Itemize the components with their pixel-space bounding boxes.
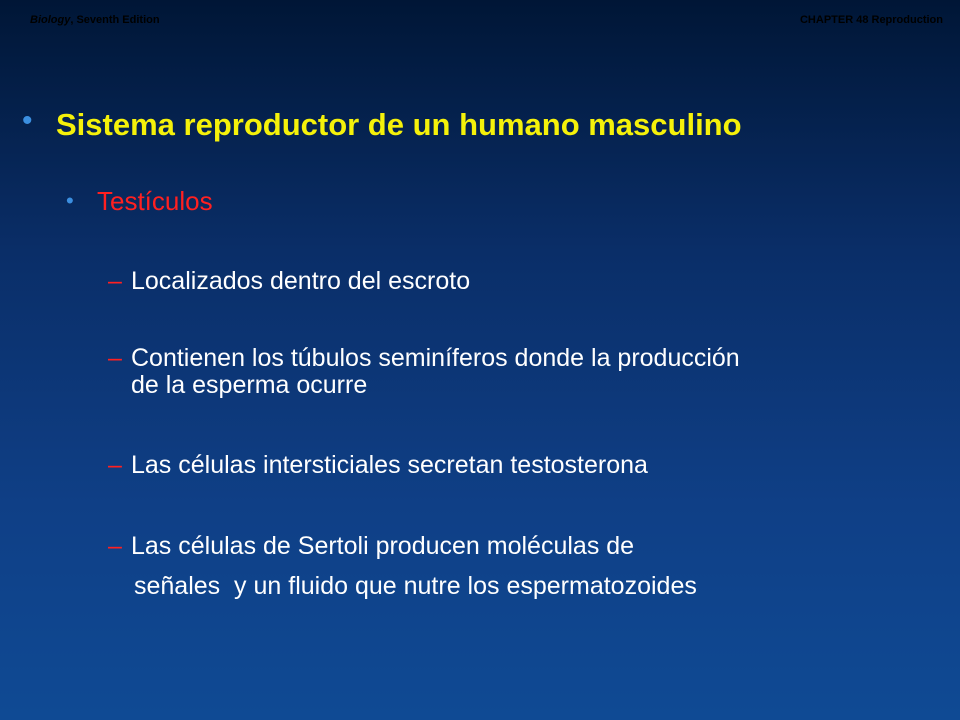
list-item xyxy=(108,450,928,480)
title-bullet-icon: • xyxy=(22,104,33,137)
list-item xyxy=(108,266,928,296)
list-item-text: Contienen los túbulos seminíferos donde la producción xyxy=(131,344,740,372)
book-title: Biology xyxy=(30,14,71,26)
list-item xyxy=(108,342,928,401)
slide-title: Sistema reproductor de un humano masculino xyxy=(56,107,742,142)
header-book-title xyxy=(30,14,160,26)
dash-bullet-icon: – xyxy=(108,344,122,372)
list-item-continuation: señales y un fluido que nutre los espermatozoides xyxy=(134,572,697,600)
list-item-text: Las células intersticiales secretan testosterona xyxy=(131,451,648,479)
dash-bullet-icon: – xyxy=(108,267,122,295)
list-item-continuation: de la esperma ocurre xyxy=(131,371,368,399)
subtitle-bullet-icon: • xyxy=(66,188,74,213)
header-chapter: CHAPTER 48 Reproduction xyxy=(799,14,943,26)
book-edition: , Seventh Edition xyxy=(70,14,160,26)
list-item xyxy=(108,526,928,606)
list-item-text: Localizados dentro del escroto xyxy=(131,267,471,295)
dash-bullet-icon: – xyxy=(108,532,122,560)
list-item-text: Las células de Sertoli producen moléculas de xyxy=(131,532,635,560)
dash-bullet-icon: – xyxy=(108,451,122,479)
slide-subtitle: Testículos xyxy=(97,186,213,216)
